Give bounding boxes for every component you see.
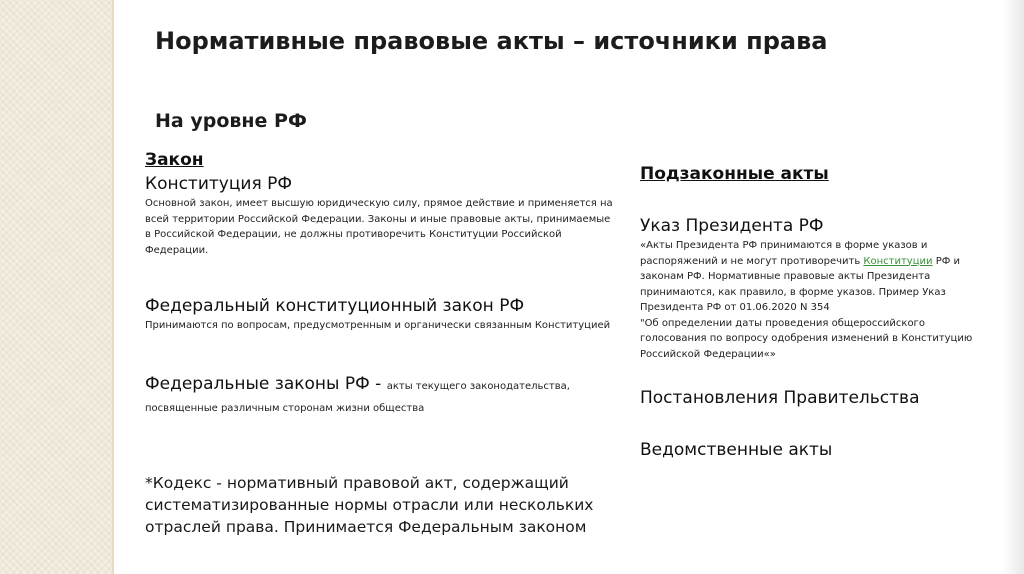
federal-laws-title: Федеральные законы РФ - — [145, 373, 387, 394]
law-heading: Закон — [145, 150, 204, 170]
right-column — [640, 162, 985, 462]
constitution-title: Конституция РФ — [145, 174, 292, 194]
federal-laws-description: акты текущего законодательства, посвященные различным сторонам жизни общества — [145, 380, 570, 414]
president-decree-title: Указ Президента РФ — [640, 216, 824, 236]
bylaws-heading: Подзаконные акты — [640, 164, 829, 184]
side-band-edge — [112, 0, 114, 574]
page-edge-shadow — [1002, 0, 1024, 574]
slide-subtitle: На уровне РФ — [155, 110, 307, 132]
federal-laws-block — [145, 372, 615, 417]
left-column — [145, 148, 615, 538]
decree-text-part-b: РФ и законам РФ. Нормативные правовые акты Президента принимаются, как правило, в форме указов. Пример Указ Президента РФ от 01.06.2020 N 354 — [640, 255, 961, 313]
constitution-link[interactable]: Конституции — [863, 255, 933, 267]
codex-note: *Кодекс - нормативный правовой акт, содержащий систематизированные нормы отрасли или нескольких отраслей права. Принимается Федеральным законом — [145, 474, 594, 536]
government-resolutions-title: Постановления Правительства — [640, 388, 920, 408]
constitution-description: Основной закон, имеет высшую юридическую силу, прямое действие и применяется на всей территории Российской Федерации. Законы и иные правовые акты, принимаемые в Российской Федерации, не должны противоречить Конституции Российской Федерации. — [145, 198, 613, 256]
decorative-side-band — [0, 0, 112, 574]
departmental-acts-title: Ведомственные акты — [640, 440, 833, 460]
president-decree-description — [640, 238, 985, 362]
federal-constitutional-law-title: Федеральный конституционный закон РФ — [145, 296, 525, 316]
decree-text-part-a: «Акты Президента РФ принимаются в форме указов и распоряжений и не могут противоречить — [640, 240, 928, 267]
decree-text-part-c: "Об определении даты проведения общероссийского голосования по вопросу одобрения изменений в Конституцию Российской Федерации«» — [640, 317, 973, 360]
federal-constitutional-law-description: Принимаются по вопросам, предусмотренным и органически связанным Конституцией — [145, 320, 611, 331]
slide-title: Нормативные правовые акты – источники права — [155, 27, 828, 55]
